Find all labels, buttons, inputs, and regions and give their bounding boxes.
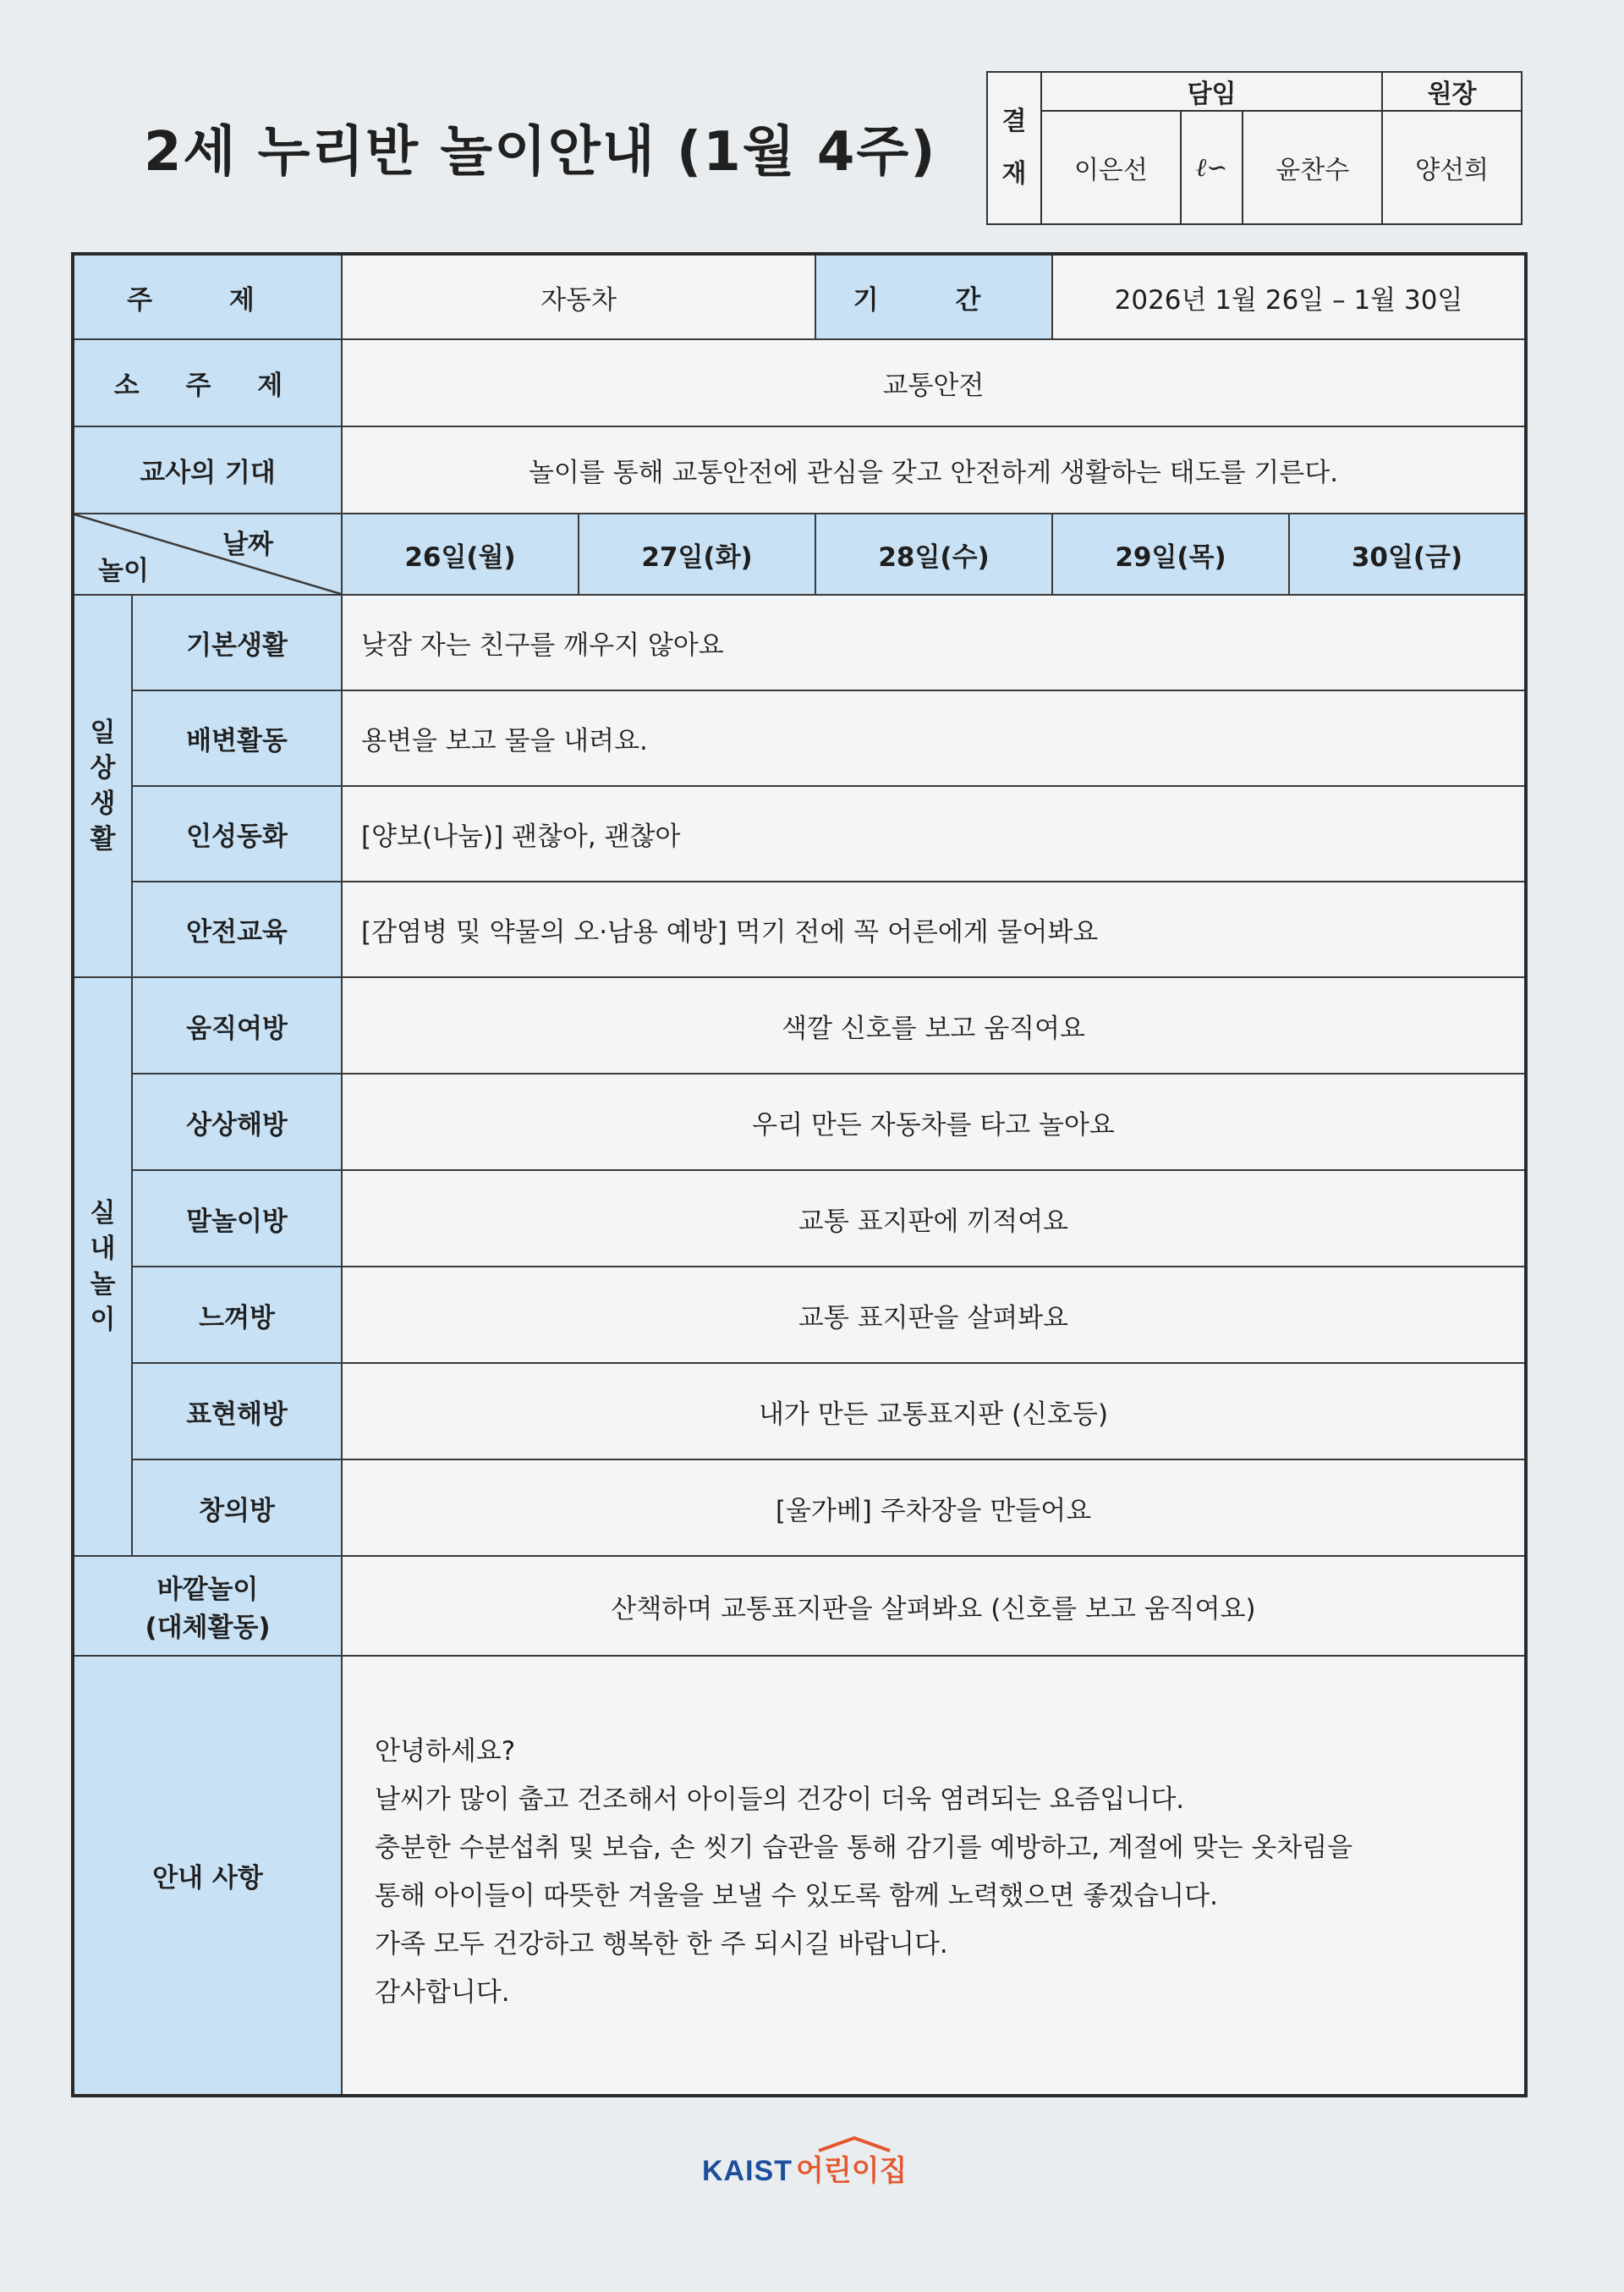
- activity-value: 우리 만든 자동차를 타고 놀아요: [342, 1074, 1526, 1170]
- activity-label: 상상해방: [132, 1074, 342, 1170]
- outdoor-value: 산책하며 교통표지판을 살펴봐요 (신호를 보고 움직여요): [342, 1556, 1526, 1656]
- daily-life-row: [73, 882, 1526, 977]
- indoor-play-group-text: 실 내 놀 이: [90, 1198, 116, 1335]
- logo-text: [796, 2154, 907, 2188]
- kindergarten-logo: [702, 2147, 907, 2189]
- period-value: 2026년 1월 26일 – 1월 30일: [1052, 254, 1526, 339]
- indoor-play-row: [73, 1267, 1526, 1363]
- notice-line: 날씨가 많이 춥고 건조해서 아이들의 건강이 더욱 염려되는 요즘입니다.: [375, 1784, 1185, 1815]
- indoor-play-row: [73, 1170, 1526, 1267]
- activity-value: 용변을 보고 물을 내려요.: [342, 690, 1526, 786]
- indoor-play-row: [73, 1459, 1526, 1556]
- activity-label: 기본생활: [132, 595, 342, 690]
- homeroom-header: 담임: [1041, 72, 1382, 111]
- signature-director: 양선희: [1382, 111, 1522, 224]
- activity-label: 말놀이방: [132, 1170, 342, 1267]
- date-play-diagonal-header: [73, 514, 342, 595]
- daily-life-row: [73, 690, 1526, 786]
- activity-value: 낮잠 자는 친구를 깨우지 않아요: [342, 595, 1526, 690]
- logo-brand: KAIST: [702, 2155, 793, 2187]
- activity-label: 느껴방: [132, 1267, 342, 1363]
- activity-value: 교통 표지판에 끼적여요: [342, 1170, 1526, 1267]
- daily-life-row: [73, 595, 1526, 690]
- indoor-play-row: [73, 1363, 1526, 1459]
- expectation-value: 놀이를 통해 교통안전에 관심을 갖고 안전하게 생활하는 태도를 기른다.: [342, 426, 1526, 514]
- signature-teacher-1: 이은선: [1041, 111, 1181, 224]
- activity-label: 인성동화: [132, 786, 342, 882]
- outdoor-label-line: (대체활동): [145, 1613, 271, 1643]
- day-header-row: [73, 514, 1526, 595]
- notice-label: 안내 사항: [73, 1656, 342, 2096]
- daily-life-row: [73, 786, 1526, 882]
- notice-line: 감사합니다.: [375, 1977, 510, 2008]
- outdoor-label: [73, 1556, 342, 1656]
- signature-mark: ℓ∽: [1181, 111, 1243, 224]
- activity-label: 움직여방: [132, 977, 342, 1074]
- activity-value: [감염병 및 약물의 오·남용 예방] 먹기 전에 꼭 어른에게 물어봐요: [342, 882, 1526, 977]
- date-header-label: 날짜: [222, 530, 273, 560]
- notice-row: [73, 1656, 1526, 2096]
- approval-side-label: 결 재: [987, 72, 1041, 224]
- day-header: 27일(화): [579, 514, 815, 595]
- activity-value: 교통 표지판을 살펴봐요: [342, 1267, 1526, 1363]
- period-label: 기 간: [815, 254, 1052, 339]
- notice-line: 안녕하세요?: [375, 1736, 516, 1767]
- outdoor-row: [73, 1556, 1526, 1656]
- signature-teacher-2: 윤찬수: [1243, 111, 1382, 224]
- activity-value: [양보(나눔)] 괜찮아, 괜찮아: [342, 786, 1526, 882]
- director-header: 원장: [1382, 72, 1522, 111]
- activity-value: [울가베] 주차장을 만들어요: [342, 1459, 1526, 1556]
- activity-label: 표현해방: [132, 1363, 342, 1459]
- logo-text-chars: 어린이집: [796, 2154, 908, 2188]
- notice-line: 통해 아이들이 따뜻한 겨울을 보낼 수 있도록 함께 노력했으면 좋겠습니다.: [375, 1881, 1218, 1911]
- notice-line: 충분한 수분섭취 및 보습, 손 씻기 습관을 통해 감기를 예방하고, 계절에 맞는 옷차림을: [375, 1833, 1353, 1863]
- play-guide-table: [71, 252, 1528, 2097]
- theme-label: 주 제: [73, 254, 342, 339]
- subtheme-row: [73, 339, 1526, 426]
- daily-life-group-text: 일 상 생 활: [90, 717, 116, 855]
- activity-value: 내가 만든 교통표지판 (신호등): [342, 1363, 1526, 1459]
- house-roof-icon: [812, 2135, 897, 2152]
- play-header-label: 놀이: [98, 556, 149, 586]
- notice-body: [342, 1656, 1526, 2096]
- subtheme-value: 교통안전: [342, 339, 1526, 426]
- day-header: 26일(월): [342, 514, 579, 595]
- activity-label: 배변활동: [132, 690, 342, 786]
- outdoor-label-line: 바깥놀이: [156, 1575, 259, 1605]
- expectation-label: 교사의 기대: [73, 426, 342, 514]
- notice-line: 가족 모두 건강하고 행복한 한 주 되시길 바랍니다.: [375, 1929, 948, 1959]
- indoor-play-row: [73, 1074, 1526, 1170]
- page-title: 2세 누리반 놀이안내 (1월 4주): [144, 121, 937, 184]
- theme-value: 자동차: [342, 254, 815, 339]
- subtheme-label: 소 주 제: [73, 339, 342, 426]
- approval-box: [986, 71, 1522, 225]
- day-header: 30일(금): [1289, 514, 1526, 595]
- theme-row: [73, 254, 1526, 339]
- activity-label: 안전교육: [132, 882, 342, 977]
- day-header: 29일(목): [1052, 514, 1289, 595]
- indoor-play-group-label: [73, 977, 132, 1556]
- indoor-play-row: [73, 977, 1526, 1074]
- activity-value: 색깔 신호를 보고 움직여요: [342, 977, 1526, 1074]
- day-header: 28일(수): [815, 514, 1052, 595]
- expectation-row: [73, 426, 1526, 514]
- activity-label: 창의방: [132, 1459, 342, 1556]
- daily-life-group-label: [73, 595, 132, 977]
